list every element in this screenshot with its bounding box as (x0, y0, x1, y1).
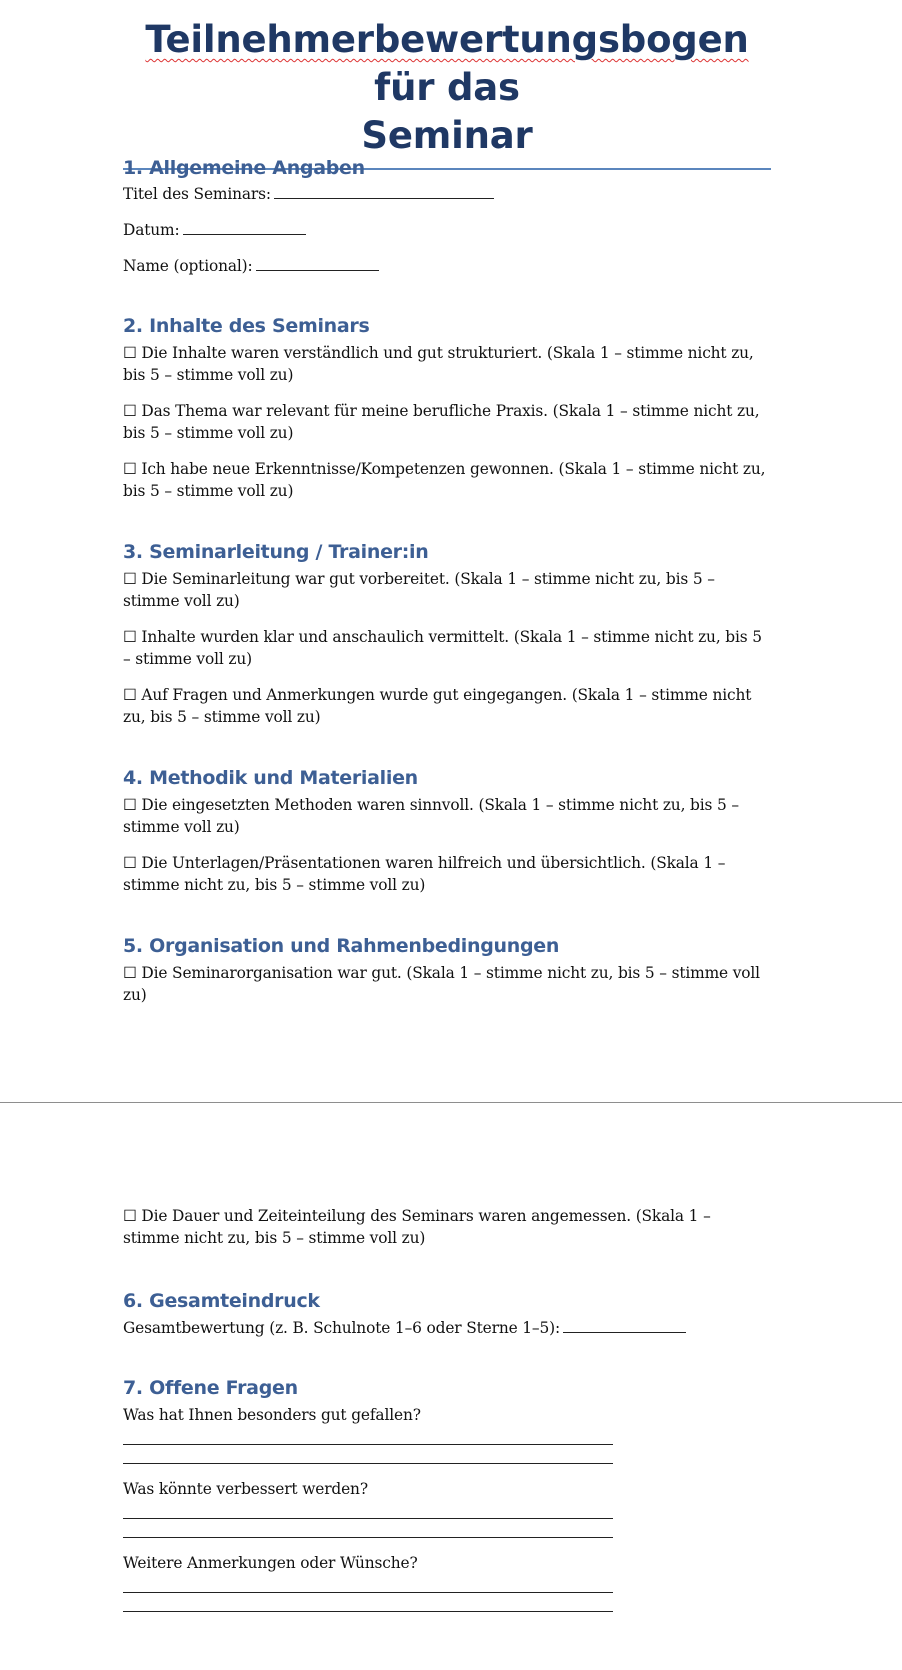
field-label[interactable]: Titel des Seminars: (123, 185, 271, 203)
rating-item[interactable]: ☐ Die Seminarorganisation war gut. (Skala 1 – stimme nicht zu, bis 5 – stimme voll zu) (123, 964, 760, 1004)
field-date[interactable] (123, 219, 771, 241)
rating-item[interactable]: ☐ Die Inhalte waren verständlich und gut strukturiert. (Skala 1 – stimme nicht zu, bis 5 – stimme voll zu) (123, 344, 754, 384)
document-title[interactable] (123, 0, 771, 160)
section-organisation-continued (123, 1205, 771, 1249)
fill-in-blank[interactable] (563, 1318, 686, 1333)
section-open-questions (123, 1375, 771, 1612)
title-line2[interactable]: Seminar (361, 114, 533, 157)
rating-item[interactable]: ☐ Die eingesetzten Methoden waren sinnvoll. (Skala 1 – stimme nicht zu, bis 5 – stimme voll zu) (123, 796, 739, 836)
section-heading[interactable]: 1. Allgemeine Angaben (123, 157, 365, 179)
answer-line[interactable] (123, 1500, 613, 1519)
title-word-misspelled[interactable]: Teilnehmerbewertungsbogen (145, 18, 749, 61)
rating-item[interactable]: ☐ Das Thema war relevant für meine berufliche Praxis. (Skala 1 – stimme nicht zu, bis 5 – stimme voll zu) (123, 402, 760, 442)
rating-item[interactable]: ☐ Inhalte wurden klar und anschaulich vermittelt. (Skala 1 – stimme nicht zu, bis 5 – stimme voll zu) (123, 628, 762, 668)
section-heading[interactable]: 3. Seminarleitung / Trainer:in (123, 541, 429, 563)
field-overall-rating[interactable] (123, 1317, 771, 1339)
fill-in-blank[interactable] (274, 184, 494, 199)
field-name-optional[interactable] (123, 255, 771, 277)
answer-line[interactable] (123, 1426, 613, 1445)
section-heading[interactable]: 6. Gesamteindruck (123, 1290, 320, 1312)
section-overall (123, 1288, 771, 1339)
section-heading[interactable]: 4. Methodik und Materialien (123, 767, 418, 789)
section-organisation (123, 933, 771, 1006)
section-general-info (123, 155, 771, 277)
field-label[interactable]: Name (optional): (123, 257, 253, 275)
section-trainer (123, 539, 771, 728)
title-line1-rest[interactable]: für das (374, 66, 520, 109)
section-contents (123, 313, 771, 502)
field-label[interactable]: Datum: (123, 221, 180, 239)
section-heading[interactable]: 7. Offene Fragen (123, 1377, 298, 1399)
answer-line[interactable] (123, 1593, 613, 1612)
open-question[interactable]: Weitere Anmerkungen oder Wünsche? (123, 1554, 418, 1572)
field-seminar-title[interactable] (123, 183, 771, 205)
answer-line[interactable] (123, 1445, 613, 1464)
rating-item[interactable]: ☐ Die Dauer und Zeiteinteilung des Seminars waren angemessen. (Skala 1 – stimme nicht zu, bis 5 – stimme voll zu) (123, 1207, 711, 1247)
rating-item[interactable]: ☐ Die Seminarleitung war gut vorbereitet. (Skala 1 – stimme nicht zu, bis 5 – stimme voll zu) (123, 570, 715, 610)
answer-line[interactable] (123, 1519, 613, 1538)
rating-item[interactable]: ☐ Auf Fragen und Anmerkungen wurde gut eingegangen. (Skala 1 – stimme nicht zu, bis 5 – stimme voll zu) (123, 686, 752, 726)
fill-in-blank[interactable] (183, 220, 306, 235)
fill-in-blank[interactable] (256, 256, 379, 271)
field-label[interactable]: Gesamtbewertung (z. B. Schulnote 1–6 oder Sterne 1–5): (123, 1319, 560, 1337)
answer-line[interactable] (123, 1574, 613, 1593)
open-question[interactable]: Was könnte verbessert werden? (123, 1480, 368, 1498)
open-question[interactable]: Was hat Ihnen besonders gut gefallen? (123, 1406, 421, 1424)
section-heading[interactable]: 2. Inhalte des Seminars (123, 315, 370, 337)
rating-item[interactable]: ☐ Ich habe neue Erkenntnisse/Kompetenzen gewonnen. (Skala 1 – stimme nicht zu, bis 5 – stimme voll zu) (123, 460, 766, 500)
section-heading[interactable]: 5. Organisation und Rahmenbedingungen (123, 935, 560, 957)
section-methods (123, 765, 771, 896)
rating-item[interactable]: ☐ Die Unterlagen/Präsentationen waren hilfreich und übersichtlich. (Skala 1 – stimme nicht zu, bis 5 – stimme voll zu) (123, 854, 726, 894)
document-page-2 (0, 1103, 902, 1670)
